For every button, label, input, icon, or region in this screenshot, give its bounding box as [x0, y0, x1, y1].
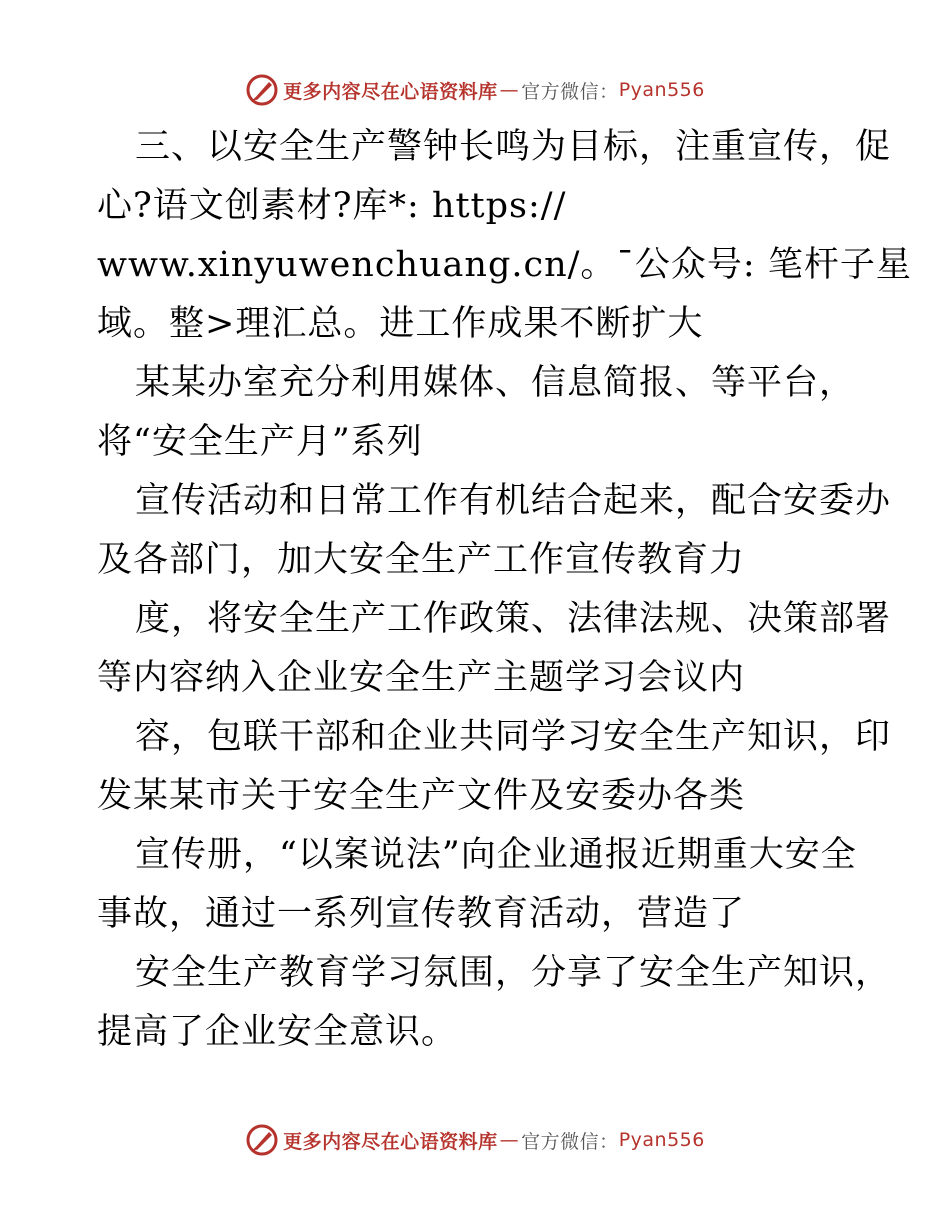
banner-wechat-label: 官方微信：	[521, 80, 619, 103]
body-line: www.xinyuwenchuang.cn/。¯公众号: 笔杆子星	[97, 245, 912, 285]
footer-banner	[0, 1120, 950, 1160]
banner-wechat-id: Pyan556	[618, 1129, 705, 1151]
quill-pen-logo-icon	[245, 73, 279, 107]
banner-separator: —	[499, 79, 520, 101]
body-line: 三、以安全生产警钟长鸣为目标，注重宣传，促	[135, 127, 892, 167]
body-line: 及各部门，加大安全生产工作宣传教育力	[97, 540, 746, 580]
body-line: 某某办室充分利用媒体、信息简报、等平台，	[135, 363, 856, 403]
body-line: 发某某市关于安全生产文件及安委办各类	[97, 776, 746, 816]
body-line: 事故，通过一系列宣传教育活动，营造了	[97, 894, 746, 934]
body-line: 提高了企业安全意识。	[97, 1012, 458, 1052]
body-line: 心?语文创素材?库*: https://	[97, 186, 567, 226]
body-line: 将“安全生产月”系列	[97, 422, 423, 462]
body-line: 容，包联干部和企业共同学习安全生产知识，印	[135, 717, 892, 757]
body-line: 安全生产教育学习氛围，分享了安全生产知识，	[135, 953, 892, 993]
body-line: 宣传册，“以案说法”向企业通报近期重大安全	[135, 835, 857, 875]
banner-wechat-id: Pyan556	[618, 79, 705, 101]
document-body	[97, 118, 912, 1062]
banner-wechat-label: 官方微信：	[521, 1130, 619, 1153]
body-line: 度，将安全生产工作政策、法律法规、决策部署	[135, 599, 892, 639]
body-line: 宣传活动和日常工作有机结合起来，配合安委办	[135, 481, 892, 521]
banner-title: 更多内容尽在心语资料库	[283, 1130, 498, 1153]
body-line: 等内容纳入企业安全生产主题学习会议内	[97, 658, 746, 698]
header-banner	[0, 70, 950, 110]
quill-pen-logo-icon	[245, 1123, 279, 1157]
body-line: 域。整>理汇总。进工作成果不断扩大	[97, 304, 704, 344]
banner-separator: —	[499, 1129, 520, 1151]
banner-title: 更多内容尽在心语资料库	[283, 80, 498, 103]
